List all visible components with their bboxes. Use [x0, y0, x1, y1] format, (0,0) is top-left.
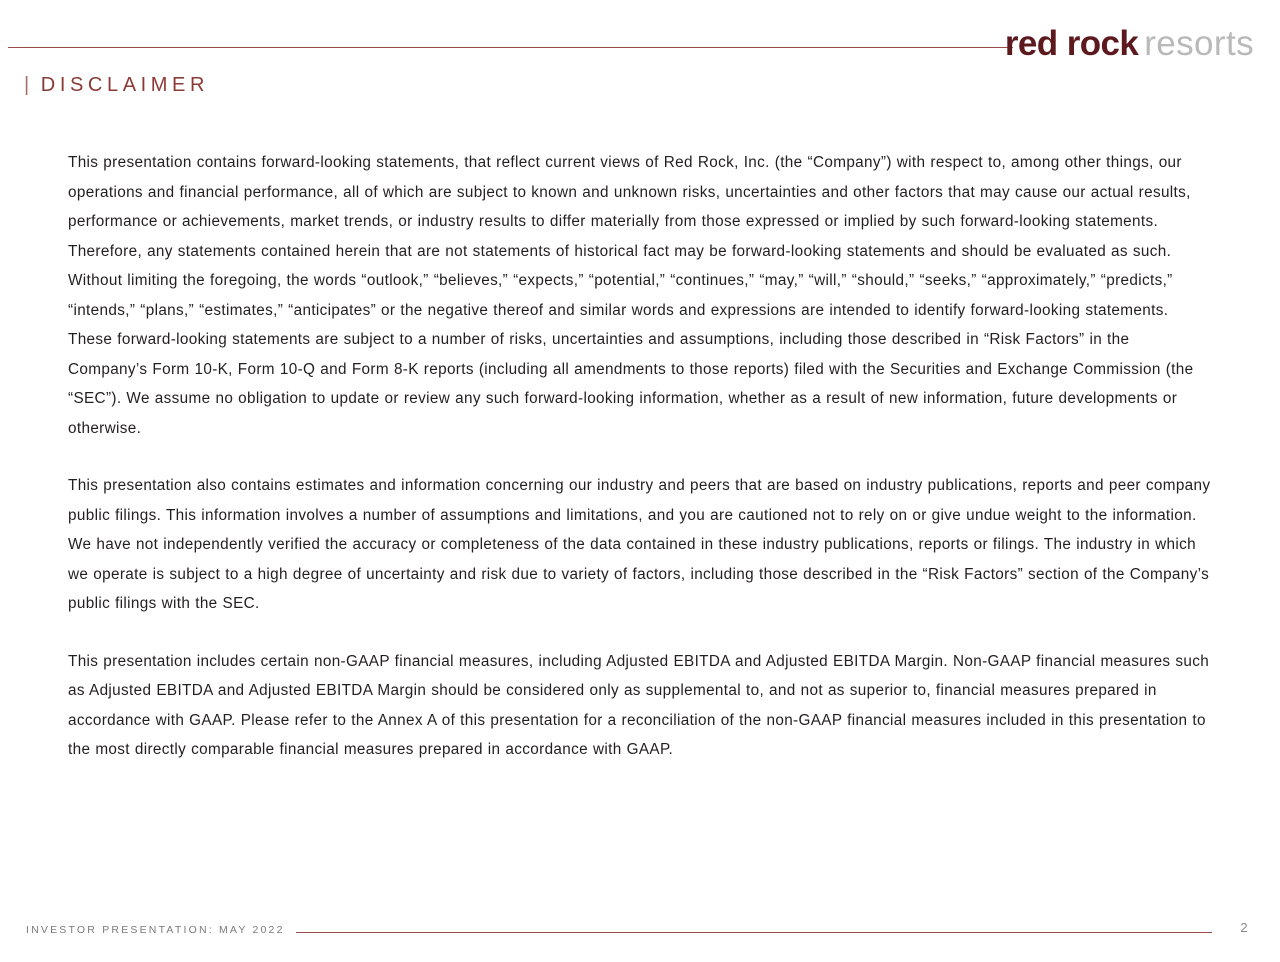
header-rule — [8, 47, 1013, 48]
footer-label: INVESTOR PRESENTATION: MAY 2022 — [26, 924, 285, 936]
disclaimer-body — [68, 148, 1213, 765]
page-title-text: DISCLAIMER — [40, 74, 210, 96]
page-title — [24, 74, 209, 97]
title-bar-glyph: | — [24, 74, 34, 96]
red-rock-resorts-logo — [1005, 26, 1254, 61]
slide-header — [0, 0, 1280, 120]
footer-rule — [296, 932, 1212, 933]
slide-footer — [0, 902, 1280, 962]
disclaimer-paragraph-2: This presentation also contains estimates and information concerning our industry and peers that are based on industry publications, reports and peer company public filings. This information involves a number of assumptions and limitations, and you are cautioned not to rely on or give undue weight to the information. We have not independently verified the accuracy or completeness of the data contained in these industry publications, reports or filings. The industry in which we operate is subject to a high degree of uncertainty and risk due to variety of factors, including those described in the “Risk Factors” section of the Company’s public filings with the SEC. — [68, 477, 1211, 612]
page-number: 2 — [1240, 920, 1248, 935]
logo-primary-text: red rock — [1004, 24, 1139, 63]
disclaimer-paragraph-1: This presentation contains forward-looking statements, that reflect current views of Red Rock, Inc. (the “Company”) with respect to, among other things, our operations and financial performance, all of which are subject to known and unknown risks, uncertainties and other factors that may cause our actual results, performance or achievements, market trends, or industry results to differ materially from those expressed or implied by such forward-looking statements. Therefore, any statements contained herein that are not statements of historical fact may be forward-looking statements and should be evaluated as such. Without limiting the foregoing, the words “outlook,” “believes,” “expects,” “potential,” “continues,” “may,” “will,” “should,” “seeks,” “approximately,” “predicts,” “intends,” “plans,” “estimates,” “anticipates” or the negative thereof and similar words and expressions are intended to identify forward-looking statements. These forward-looking statements are subject to a number of risks, uncertainties and assumptions, including those described in “Risk Factors” in the Company’s Form 10-K, Form 10-Q and Form 8-K reports (including all amendments to those reports) filed with the Securities and Exchange Commission (the “SEC”). We assume no obligation to update or review any such forward-looking information, whether as a result of new information, future developments or otherwise. — [68, 154, 1194, 437]
logo-secondary-text: resorts — [1144, 24, 1254, 63]
disclaimer-paragraph-3: This presentation includes certain non-GAAP financial measures, including Adjusted EBITDA and Adjusted EBITDA Margin. Non-GAAP financial measures such as Adjusted EBITDA and Adjusted EBITDA Margin should be considered only as supplemental to, and not as superior to, financial measures prepared in accordance with GAAP. Please refer to the Annex A of this presentation for a reconciliation of the non-GAAP financial measures included in this presentation to the most directly comparable financial measures prepared in accordance with GAAP. — [68, 652, 1210, 758]
